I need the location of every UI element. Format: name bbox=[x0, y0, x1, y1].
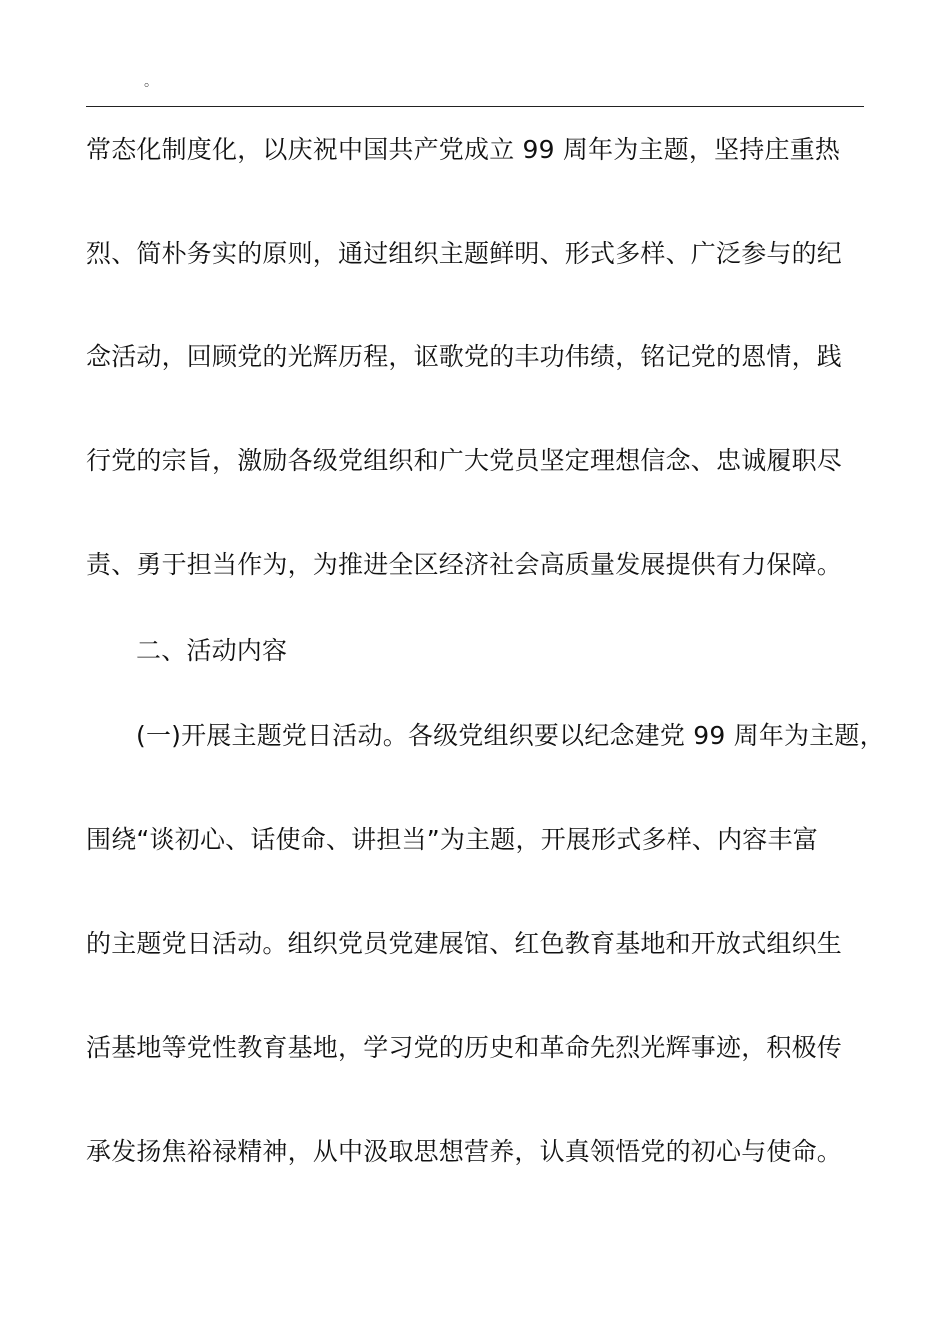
header-mark: 。 bbox=[144, 74, 158, 90]
body-line: 常态化制度化，以庆祝中国共产党成立 99 周年为主题，坚持庄重热 bbox=[86, 135, 841, 164]
body-line: 行党的宗旨，激励各级党组织和广大党员坚定理想信念、忠诚履职尽 bbox=[86, 446, 843, 475]
body-line: 的主题党日活动。组织党员党建展馆、红色教育基地和开放式组织生 bbox=[86, 929, 843, 958]
body-line: 责、勇于担当作为，为推进全区经济社会高质量发展提供有力保障。 bbox=[86, 550, 843, 579]
body-line: 活基地等党性教育基地，学习党的历史和革命先烈光辉事迹，积极传 bbox=[86, 1033, 843, 1062]
body-line: 承发扬焦裕禄精神，从中汲取思想营养，认真领悟党的初心与使命。 bbox=[86, 1137, 843, 1166]
body-line: 念活动，回顾党的光辉历程，讴歌党的丰功伟绩，铭记党的恩情，践 bbox=[86, 342, 843, 371]
body-line: (一)开展主题党日活动。各级党组织要以纪念建党 99 周年为主题， bbox=[136, 721, 885, 750]
header-divider bbox=[86, 106, 864, 107]
section-heading: 二、活动内容 bbox=[136, 636, 288, 665]
body-line: 围绕“谈初心、话使命、讲担当”为主题，开展形式多样、内容丰富 bbox=[86, 825, 818, 854]
body-line: 烈、简朴务实的原则，通过组织主题鲜明、形式多样、广泛参与的纪 bbox=[86, 239, 843, 268]
